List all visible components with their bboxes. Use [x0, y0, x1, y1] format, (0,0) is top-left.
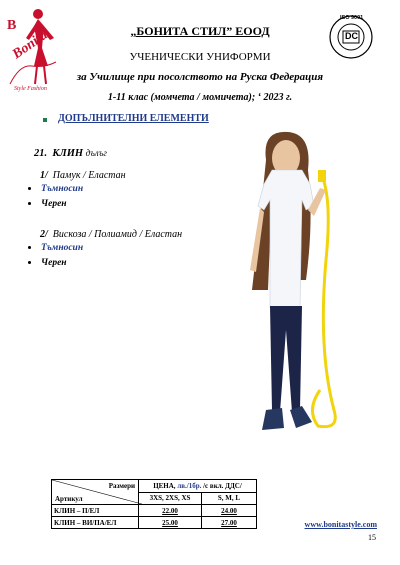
color-label: Тъмносин	[41, 243, 84, 253]
bullet-icon	[28, 202, 31, 205]
company-name: „БОНИТА СТИЛ” ЕООД	[130, 24, 270, 38]
bullet-icon	[28, 187, 31, 190]
variant-2-number: 2/	[40, 229, 48, 240]
variant-1-material-text: Памук / Еластан	[52, 170, 126, 181]
sizes-label: Размери	[108, 482, 135, 490]
variant-1-number: 1/	[40, 170, 48, 181]
table-row	[52, 517, 257, 529]
price-header	[139, 480, 257, 493]
price-cell: 25.00	[139, 517, 202, 529]
color-label: Черен	[41, 199, 67, 209]
page-number: 15	[368, 533, 376, 542]
variant-2-material	[40, 229, 182, 240]
logo-brand: Bonita	[10, 27, 51, 63]
item-title	[34, 148, 107, 159]
price-table	[51, 479, 257, 529]
table-corner-cell	[52, 480, 139, 505]
bullet-icon	[28, 246, 31, 249]
variant-1	[40, 170, 126, 209]
section-bullet-icon	[43, 118, 47, 122]
variant-2-material-text: Вискоза / Полиамид / Еластан	[52, 229, 183, 240]
iso-text: ISO 9001	[340, 15, 364, 21]
price-label-suffix: /с вкл. ДДС/	[201, 481, 242, 490]
article-cell: КЛИН – ВИ/ПА/ЕЛ	[52, 517, 139, 529]
catalog-subtitle: УЧЕНИЧЕСКИ УНИФОРМИ	[129, 51, 271, 63]
logo-letter: B	[7, 18, 17, 33]
item-name: КЛИН	[52, 148, 84, 159]
price-cell: 24.00	[202, 505, 257, 517]
size-col-2: S, M, L	[202, 492, 257, 505]
iso-mark: DC	[345, 31, 358, 41]
classes-info: 1-11 клас (момчета / момичета); ‘ 2023 г.	[107, 92, 293, 103]
logo-tagline: Style Fashion	[14, 86, 47, 92]
variant-2	[40, 229, 182, 268]
item-number: 21.	[34, 148, 48, 159]
school-name: за Училище при посолството на Руска Федерация	[76, 71, 324, 83]
color-label: Черен	[41, 258, 67, 268]
color-label: Тъмносин	[41, 184, 84, 194]
price-cell: 22.00	[139, 505, 202, 517]
price-label-prefix: ЦЕНА,	[153, 481, 178, 490]
website-link[interactable]: www.bonitastyle.com	[304, 520, 377, 529]
table-row	[52, 505, 257, 517]
item-length: дълъг	[85, 148, 107, 158]
article-label: Артикул	[55, 495, 83, 503]
price-currency: лв./1бр.	[177, 481, 202, 490]
price-cell: 27.00	[202, 517, 257, 529]
bullet-icon	[28, 261, 31, 264]
section-heading[interactable]: ДОПЪЛНИТЕЛНИ ЕЛЕМЕНТИ	[58, 113, 209, 124]
variant-2-color-2	[28, 258, 182, 268]
article-cell: КЛИН – П/ЕЛ	[52, 505, 139, 517]
variant-1-material	[40, 170, 126, 181]
variant-2-color-1	[28, 243, 182, 253]
variant-1-color-1	[28, 184, 126, 194]
variant-1-color-2	[28, 199, 126, 209]
size-col-1: 3XS, 2XS, XS	[139, 492, 202, 505]
model-photo	[222, 130, 352, 460]
